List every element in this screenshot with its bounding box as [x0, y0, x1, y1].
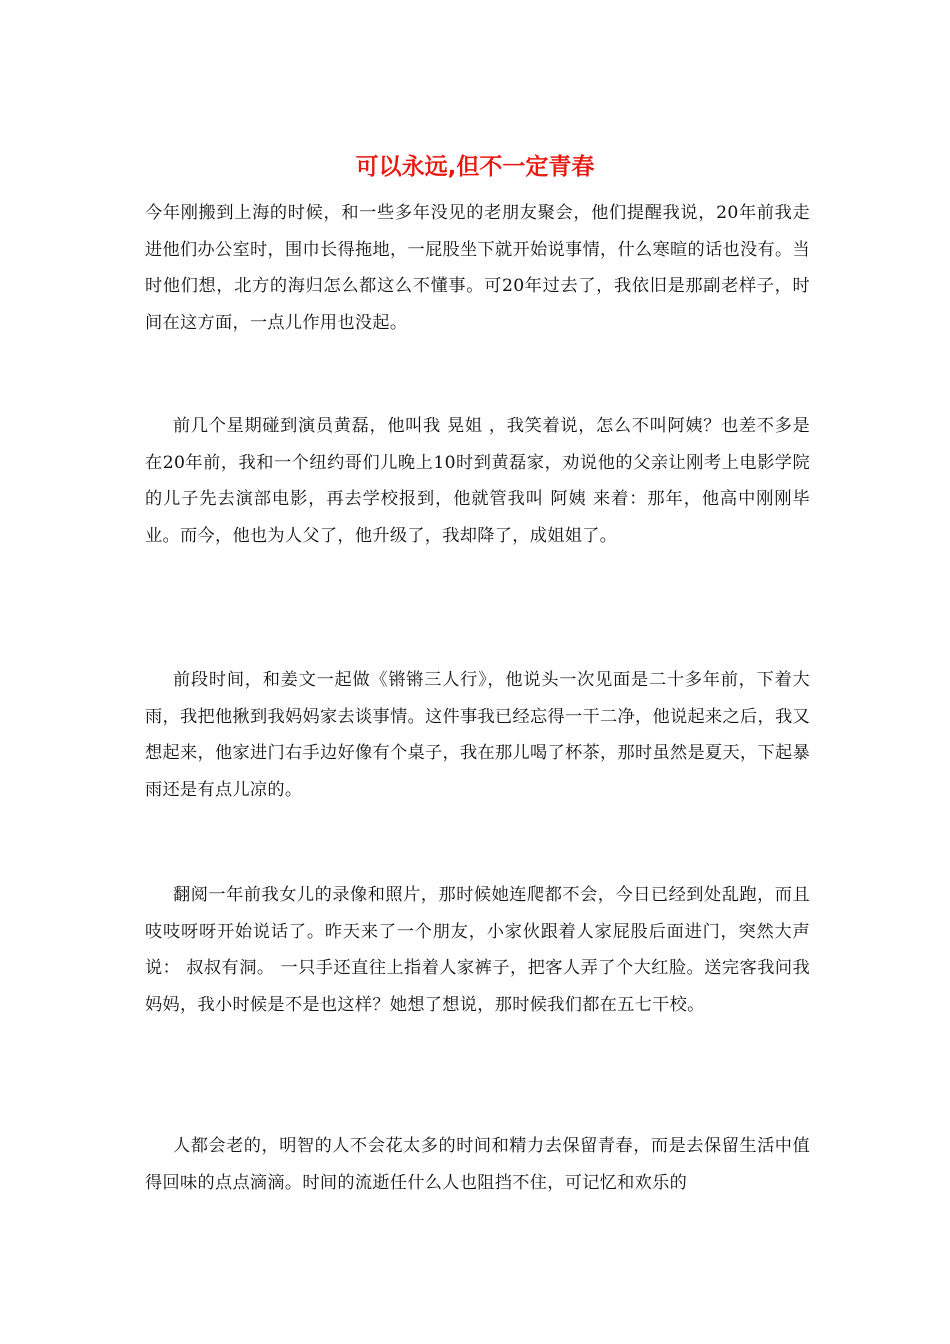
document-title: 可以永远,但不一定青春 — [355, 154, 595, 180]
paragraph-3: 前段时间，和姜文一起做《锵锵三人行》，他说头一次见面是二十多年前，下着大雨，我把他揪到我妈妈家去谈事情。这件事我已经忘得一干二净，他说起来之后，我又想起来，他家进门右手边好像有个桌子，我在那儿喝了杯茶，那时虽然是夏天，下起暴雨还是有点儿凉的。 — [145, 670, 810, 800]
paragraph-2: 前几个星期碰到演员黄磊，他叫我 晃姐 ，我笑着说，怎么不叫阿姨？也差不多是在20年前，我和一个纽约哥们儿晚上10时到黄磊家，劝说他的父亲让刚考上电影学院的儿子先去演部电影，再去学校报到，他就管我叫 阿姨 来着：那年，他高中刚刚毕业。而今，他也为人父了，他升级了，我却降了，成姐姐了。 — [145, 416, 810, 546]
paragraph-4: 翻阅一年前我女儿的录像和照片，那时候她连爬都不会，今日已经到处乱跑，而且吱吱呀呀开始说话了。昨天来了一个朋友，小家伙跟着人家屁股后面进门，突然大声说： 叔叔有洞。 一只手还直往上指着人家裤子，把客人弄了个大红脸。送完客我问我妈妈，我小时候是不是也这样？她想了想说，那时候我们都在五七干校。 — [145, 885, 810, 1015]
paragraph-1: 今年刚搬到上海的时候，和一些多年没见的老朋友聚会，他们提醒我说，20年前我走进他们办公室时，围巾长得拖地，一屁股坐下就开始说事情，什么寒暄的话也没有。当时他们想，北方的海归怎么都这么不懂事。可20年过去了，我依旧是那副老样子，时间在这方面，一点儿作用也没起。 — [145, 203, 810, 333]
paragraph-5: 人都会老的，明智的人不会花太多的时间和精力去保留青春，而是去保留生活中值得回味的点点滴滴。时间的流逝任什么人也阻挡不住，可记忆和欢乐的 — [145, 1136, 810, 1193]
